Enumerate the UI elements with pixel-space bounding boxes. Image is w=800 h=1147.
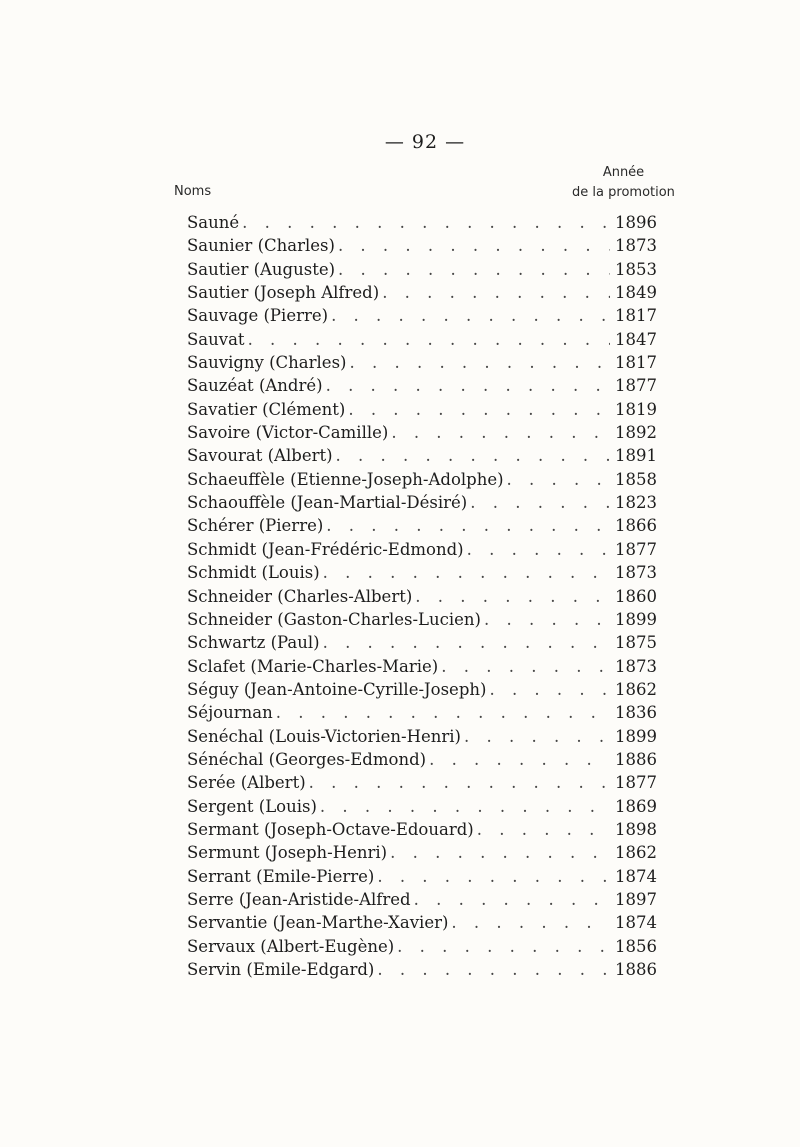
entry-year: 1853: [615, 259, 657, 279]
entry-name: Serre (Jean-Aristide-Alfred: [187, 889, 411, 909]
dot-leader: [429, 748, 610, 771]
entry-year: 1849: [615, 283, 657, 303]
entry-name: Sauvage (Pierre): [187, 306, 329, 326]
list-item: [187, 701, 657, 724]
list-item: [187, 818, 657, 841]
entry-name: Savourat (Albert): [187, 446, 333, 466]
list-item: [187, 328, 657, 351]
dot-leader: [470, 491, 610, 514]
dot-leader: [464, 725, 610, 748]
entry-year: 1875: [615, 633, 657, 653]
entry-name: Sautier (Auguste): [187, 259, 336, 279]
entry-year: 1862: [615, 679, 657, 699]
dot-leader: [477, 818, 610, 841]
dot-leader: [326, 514, 610, 537]
entry-name: Schneider (Gaston-Charles-Lucien): [187, 609, 481, 629]
dot-leader: [338, 258, 610, 281]
dot-leader: [441, 655, 610, 678]
list-item: [187, 911, 657, 934]
entry-year: 1874: [615, 913, 657, 933]
list-item: [187, 491, 657, 514]
dot-leader: [507, 468, 610, 491]
list-item: [187, 865, 657, 888]
list-item: [187, 351, 657, 374]
entry-name: Savatier (Clément): [187, 399, 346, 419]
list-item: [187, 514, 657, 537]
entry-year: 1873: [615, 563, 657, 583]
entry-name: Sauvigny (Charles): [187, 353, 347, 373]
dot-leader: [242, 211, 610, 234]
dot-leader: [390, 841, 610, 864]
entry-year: 1899: [615, 609, 657, 629]
entry-name: Sautier (Joseph Alfred): [187, 283, 380, 303]
entry-year: 1869: [615, 796, 657, 816]
entry-name: Servin (Emile-Edgard): [187, 960, 375, 979]
list-item: [187, 935, 657, 958]
entry-year: 1886: [615, 749, 657, 769]
entry-year: 1877: [615, 376, 657, 396]
dot-leader: [415, 585, 610, 608]
list-item: [187, 678, 657, 701]
dot-leader: [451, 911, 610, 934]
entry-year: 1817: [615, 306, 657, 326]
dot-leader: [248, 328, 610, 351]
dot-leader: [320, 795, 610, 818]
year-column-header: [560, 163, 687, 203]
entry-name: Savoire (Victor-Camille): [187, 423, 389, 443]
list-item: [187, 444, 657, 467]
list-item: [187, 725, 657, 748]
entry-name: Schaouffèle (Jean-Martial-Désiré): [187, 493, 468, 513]
list-item: [187, 561, 657, 584]
dot-leader: [467, 538, 610, 561]
list-item: [187, 468, 657, 491]
list-item: [187, 258, 657, 281]
entry-year: 1862: [615, 843, 657, 863]
dot-leader: [377, 865, 610, 888]
entry-name: Senéchal (Louis-Victorien-Henri): [187, 726, 461, 746]
entry-name: Sermunt (Joseph-Henri): [187, 843, 388, 863]
dot-leader: [323, 631, 610, 654]
entry-name: Schaeuffèle (Etienne-Joseph-Adolphe): [187, 469, 504, 489]
entry-year: 1892: [615, 423, 657, 443]
entry-year: 1896: [615, 213, 657, 232]
list-item: [187, 585, 657, 608]
dot-leader: [391, 421, 610, 444]
entry-year: 1858: [615, 469, 657, 489]
entry-name: Sermant (Joseph-Octave-Edouard): [187, 819, 474, 839]
dot-leader: [309, 771, 610, 794]
entry-name: Schmidt (Jean-Frédéric-Edmond): [187, 539, 464, 559]
entry-year: 1847: [615, 329, 657, 349]
promotion-list: [187, 211, 657, 981]
entry-name: Serrant (Emile-Pierre): [187, 866, 375, 886]
list-item: [187, 281, 657, 304]
entry-name: Sauzéat (André): [187, 376, 323, 396]
list-item: [187, 748, 657, 771]
entry-name: Schmidt (Louis): [187, 563, 320, 583]
entry-year: 1856: [615, 936, 657, 956]
list-item: [187, 421, 657, 444]
entry-name: Séguy (Jean-Antoine-Cyrille-Joseph): [187, 679, 487, 699]
list-item: [187, 631, 657, 654]
entry-year: 1874: [615, 866, 657, 886]
entry-year: 1823: [615, 493, 657, 513]
dot-leader: [377, 958, 610, 981]
entry-year: 1897: [615, 889, 657, 909]
entry-name: Sclafet (Marie-Charles-Marie): [187, 656, 439, 676]
dot-leader: [489, 678, 610, 701]
entry-year: 1817: [615, 353, 657, 373]
list-item: [187, 771, 657, 794]
list-item: [187, 234, 657, 257]
entry-year: 1899: [615, 726, 657, 746]
entry-year: 1877: [615, 539, 657, 559]
dot-leader: [326, 374, 610, 397]
entry-year: 1866: [615, 516, 657, 536]
entry-year: 1886: [615, 960, 657, 979]
dot-leader: [382, 281, 610, 304]
dot-leader: [338, 234, 610, 257]
entry-name: Serée (Albert): [187, 773, 306, 793]
dot-leader: [397, 935, 610, 958]
dot-leader: [276, 701, 610, 724]
year-header-line-1: Année: [602, 165, 645, 180]
entry-name: Séjournan: [187, 703, 273, 723]
entry-name: Servantie (Jean-Marthe-Xavier): [187, 913, 449, 933]
dot-leader: [331, 304, 610, 327]
entry-name: Sergent (Louis): [187, 796, 317, 816]
list-item: [187, 538, 657, 561]
entry-name: Sénéchal (Georges-Edmond): [187, 749, 427, 769]
dot-leader: [323, 561, 610, 584]
list-item: [187, 374, 657, 397]
list-item: [187, 888, 657, 911]
entry-name: Servaux (Albert-Eugène): [187, 936, 395, 956]
entry-year: 1873: [615, 236, 657, 256]
entry-name: Sauvat: [187, 329, 245, 349]
list-item: [187, 958, 657, 981]
entry-name: Schwartz (Paul): [187, 633, 320, 653]
dot-leader: [484, 608, 610, 631]
dot-leader: [414, 888, 610, 911]
entry-year: 1836: [615, 703, 657, 723]
names-column-header: Noms: [174, 184, 212, 199]
list-item: [187, 795, 657, 818]
list-item: [187, 608, 657, 631]
entry-name: Sauné: [187, 213, 240, 232]
entry-year: 1877: [615, 773, 657, 793]
entry-name: Saunier (Charles): [187, 236, 335, 256]
dot-leader: [336, 444, 610, 467]
dot-leader: [348, 398, 610, 421]
entry-name: Schneider (Charles-Albert): [187, 586, 413, 606]
list-item: [187, 841, 657, 864]
year-header-line-2: de la promotion: [572, 185, 675, 200]
list-item: [187, 304, 657, 327]
page-number: — 92 —: [384, 131, 466, 153]
entry-year: 1898: [615, 819, 657, 839]
list-item: [187, 655, 657, 678]
entry-year: 1873: [615, 656, 657, 676]
entry-year: 1891: [615, 446, 657, 466]
list-item: [187, 398, 657, 421]
list-item: [187, 211, 657, 234]
entry-name: Schérer (Pierre): [187, 516, 324, 536]
entry-year: 1819: [615, 399, 657, 419]
dot-leader: [349, 351, 610, 374]
entry-year: 1860: [615, 586, 657, 606]
